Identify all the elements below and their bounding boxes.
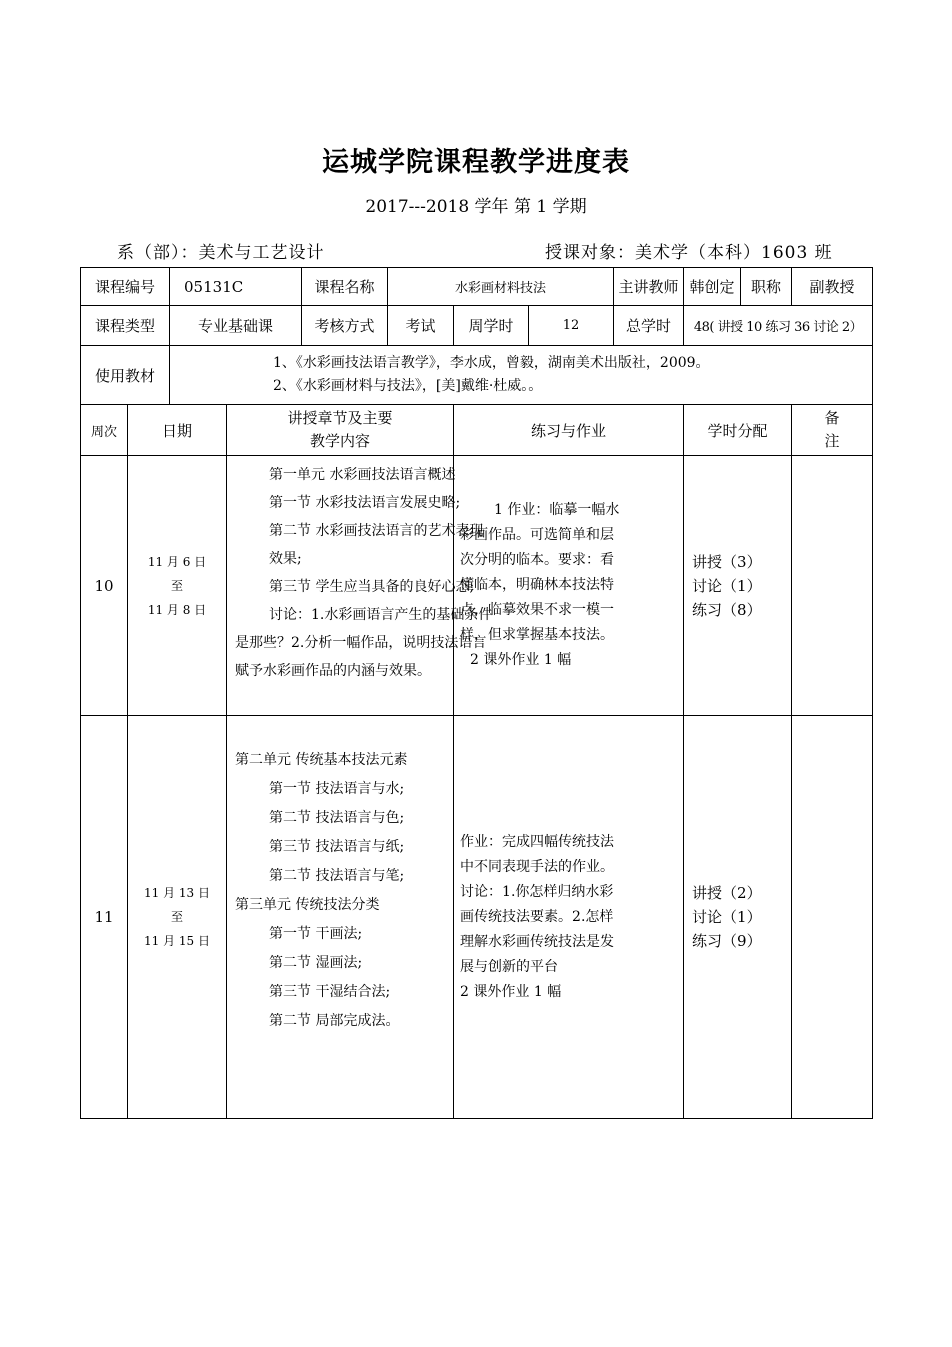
- course-type-label: 课程类型: [81, 306, 170, 346]
- date-range: 11 月 13 日 至 11 月 15 日: [128, 716, 227, 1119]
- week-number: 11: [81, 716, 128, 1119]
- course-no-value: 05131C: [170, 268, 302, 306]
- hours-allocation: 讲授（3） 讨论（1） 练习（8）: [684, 456, 792, 716]
- col-header-homework: 练习与作业: [454, 405, 684, 456]
- weekly-hours-value: 12: [529, 306, 614, 346]
- target-class-label: 授课对象：美术学（本科）1603 班: [545, 243, 833, 263]
- homework-content: 作业：完成四幅传统技法 中不同表现手法的作业。 讨论：1.你怎样归纳水彩 画传统技法要素。2.怎样 理解水彩画传统技法是发 展与创新的平台 2 课外作业 1 幅: [454, 716, 684, 1119]
- schedule-table: [80, 267, 873, 1119]
- teacher-value: 韩创定: [684, 268, 741, 306]
- job-title-label: 职称: [741, 268, 792, 306]
- col-header-week: 周次: [81, 405, 128, 456]
- textbook-row: [81, 346, 873, 405]
- col-header-note: 备 注: [792, 405, 873, 456]
- info-row-1: [81, 268, 873, 306]
- column-header-row: [81, 405, 873, 456]
- job-title-value: 副教授: [792, 268, 873, 306]
- page-title: 运城学院课程教学进度表: [322, 147, 630, 178]
- textbook-item: 1、《水彩画技法语言教学》，李水成，曾毅，湖南美术出版社，2009。: [273, 355, 710, 371]
- note-cell: [792, 456, 873, 716]
- info-row-2: [81, 306, 873, 346]
- course-name-value: 水彩画材料技法: [388, 268, 614, 306]
- homework-content: 1 作业：临摹一幅水 彩画作品。可选简单和层 次分明的临本。要求：看 懂临本，明确林本技法特 点，临摹效果不求一模一 样，但求掌握基本技法。 2 课外作业 1 幅: [454, 456, 684, 716]
- textbook-item: 2、《水彩画材料与技法》，[美]戴维·杜威。。: [273, 378, 543, 394]
- col-header-hours: 学时分配: [684, 405, 792, 456]
- note-cell: [792, 716, 873, 1119]
- course-name-label: 课程名称: [302, 268, 388, 306]
- course-type-value: 专业基础课: [170, 306, 302, 346]
- teacher-label: 主讲教师: [614, 268, 684, 306]
- textbook-list: [170, 346, 873, 405]
- table-row: [81, 716, 873, 1119]
- week-number: 10: [81, 456, 128, 716]
- hours-allocation: 讲授（2） 讨论（1） 练习（9）: [684, 716, 792, 1119]
- course-no-label: 课程编号: [81, 268, 170, 306]
- col-header-date: 日期: [128, 405, 227, 456]
- table-row: [81, 456, 873, 716]
- total-hours-value: 48( 讲授 10 练习 36 讨论 2）: [684, 306, 873, 346]
- weekly-hours-label: 周学时: [454, 306, 529, 346]
- total-hours-label: 总学时: [614, 306, 684, 346]
- exam-label: 考核方式: [302, 306, 388, 346]
- department-label: 系（部）：美术与工艺设计: [117, 243, 325, 263]
- exam-value: 考试: [388, 306, 454, 346]
- lesson-content: 第二单元 传统基本技法元素 第一节 技法语言与水; 第二节 技法语言与色; 第三节 技法语言与纸; 第二节 技法语言与笔; 第三单元 传统技法分类 第一节 干画法; 第二节 湿画法; 第三节 干湿结合法; 第二节 局部完成法。: [227, 716, 454, 1119]
- lesson-content: 第一单元 水彩画技法语言概述 第一节 水彩技法语言发展史略; 第二节 水彩画技法语言的艺术表现 效果; 第三节 学生应当具备的良好心态; 讨论：1.水彩画语言产生的基础条件 是那些？2.分析一幅作品，说明技法语言 赋予水彩画作品的内涵与效果。: [227, 456, 454, 716]
- col-header-content: 讲授章节及主要 教学内容: [227, 405, 454, 456]
- date-range: 11 月 6 日 至 11 月 8 日: [128, 456, 227, 716]
- textbook-label: 使用教材: [81, 346, 170, 405]
- term-label: 2017---2018 学年 第 1 学期: [365, 197, 587, 217]
